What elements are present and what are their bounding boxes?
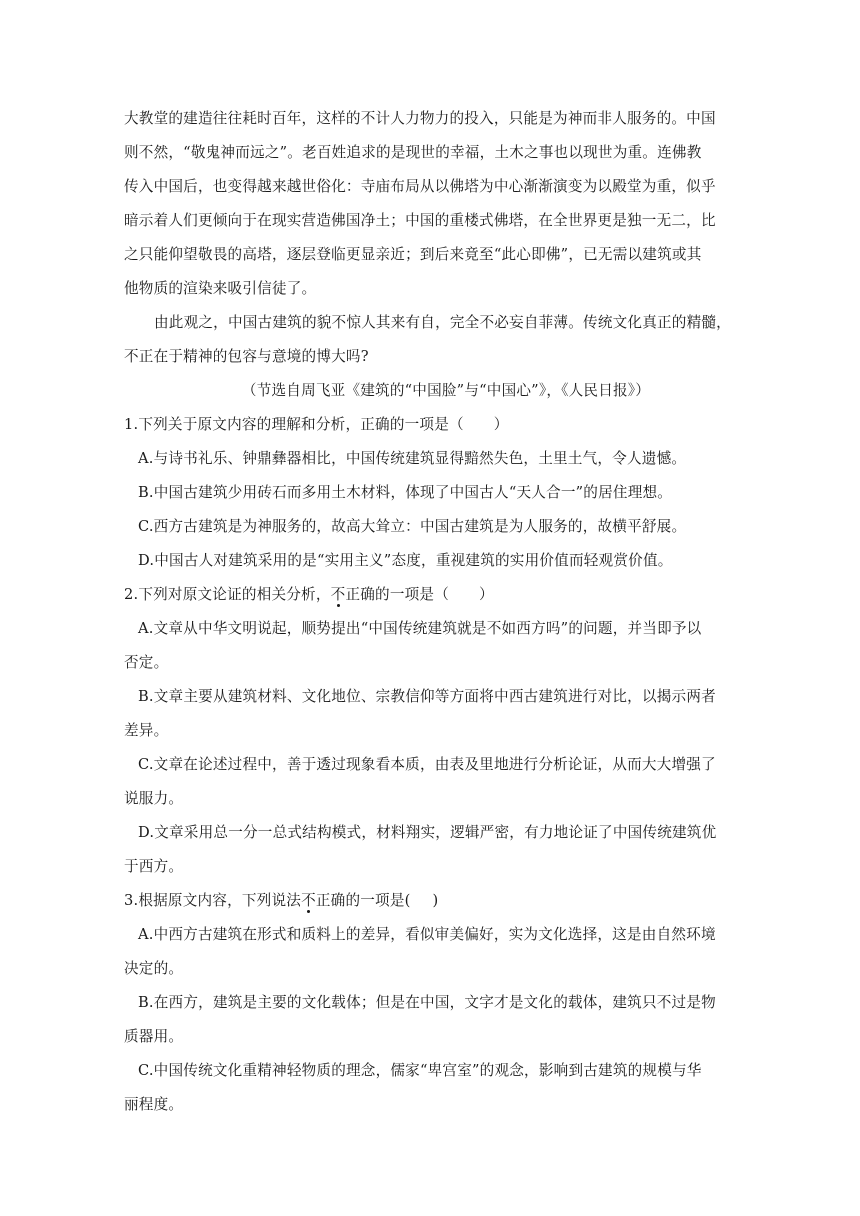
source-citation: （节选自周飞亚《建筑的“中国脸”与“中国心”》，《人民日报》） <box>241 382 651 399</box>
option-a: A.文章从中华文明说起，顺势提出“中国传统建筑就是不如西方吗”的问题，并当即予以 <box>138 620 702 637</box>
text-line: 由此观之，中国古建筑的貌不惊人其来有自，完全不必妄自菲薄。传统文化真正的精髓， <box>154 314 731 331</box>
text-line: 不正在于精神的包容与意境的博大吗? <box>124 348 369 365</box>
emphasis-dot-char: 不 <box>330 586 346 603</box>
option-c: C.文章在论述过程中，善于透过现象看本质，由表及里地进行分析论证，从而大大增强了 <box>138 756 716 773</box>
document-page <box>124 102 738 1122</box>
option-b-cont: 差异。 <box>124 722 169 739</box>
option-c: C.中国传统文化重精神轻物质的理念，儒家“卑宫室”的观念，影响到古建筑的规模与华 <box>138 1062 702 1079</box>
option-d: D.文章采用总一分一总式结构模式，材料翔实，逻辑严密，有力地论证了中国传统建筑优 <box>138 824 717 841</box>
option-a: A.与诗书礼乐、钟鼎彝器相比，中国传统建筑显得黯然失色，土里土气，令人遗憾。 <box>138 450 687 467</box>
question-3 <box>124 884 738 1122</box>
text-line: 传入中国后，也变得越来越世俗化：寺庙布局从以佛塔为中心渐渐演变为以殿堂为重，似乎 <box>124 178 716 195</box>
option-c-cont: 丽程度。 <box>124 1096 184 1113</box>
option-b: B.文章主要从建筑材料、文化地位、宗教信仰等方面将中西古建筑进行对比，以揭示两者 <box>138 688 716 705</box>
option-b-cont: 质器用。 <box>124 1028 184 1045</box>
text-line: 他物质的渲染来吸引信徒了。 <box>124 280 317 297</box>
text-line: 暗示着人们更倾向于在现实营造佛国净土；中国的重楼式佛塔，在全世界更是独一无二，比 <box>124 212 716 229</box>
passage-paragraph-2 <box>124 306 738 374</box>
option-b: B.中国古建筑少用砖石而多用土木材料，体现了中国古人“天人合一”的居住理想。 <box>138 484 673 501</box>
question-stem: 3.根据原文内容，下列说法不正确的一项是( ) <box>124 892 439 909</box>
option-a: A.中西方古建筑在形式和质料上的差异，看似审美偏好，实为文化选择，这是由自然环境 <box>138 926 716 943</box>
question-2 <box>124 578 738 884</box>
option-a-cont: 决定的。 <box>124 960 184 977</box>
text-line: 则不然，“敬鬼神而远之”。老百姓追求的是现世的幸福，土木之事也以现世为重。连佛教 <box>124 144 702 161</box>
passage-paragraph-1 <box>124 102 738 306</box>
question-stem: 2.下列对原文论证的相关分析，不正确的一项是（ ） <box>124 586 494 603</box>
option-b: B.在西方，建筑是主要的文化载体；但是在中国，文字才是文化的载体，建筑只不过是物 <box>138 994 716 1011</box>
option-c: C.西方古建筑是为神服务的，故高大耸立：中国古建筑是为人服务的，故横平舒展。 <box>138 518 687 535</box>
emphasis-dot-char: 不 <box>301 892 316 909</box>
option-c-cont: 说服力。 <box>124 790 184 807</box>
option-d: D.中国古人对建筑采用的是“实用主义”态度，重视建筑的实用价值而轻观赏价值。 <box>138 552 673 569</box>
option-d-cont: 于西方。 <box>124 858 184 875</box>
text-line: 之只能仰望敬畏的高塔，逐层登临更显亲近；到后来竟至“此心即佛”，已无需以建筑或其 <box>124 246 702 263</box>
question-stem: 1.下列关于原文内容的理解和分析，正确的一项是（ ） <box>124 416 509 433</box>
question-1 <box>124 408 738 578</box>
option-a-cont: 否定。 <box>124 654 169 671</box>
text-line: 大教堂的建造往往耗时百年，这样的不计人力物力的投入，只能是为神而非人服务的。中国 <box>124 110 716 127</box>
